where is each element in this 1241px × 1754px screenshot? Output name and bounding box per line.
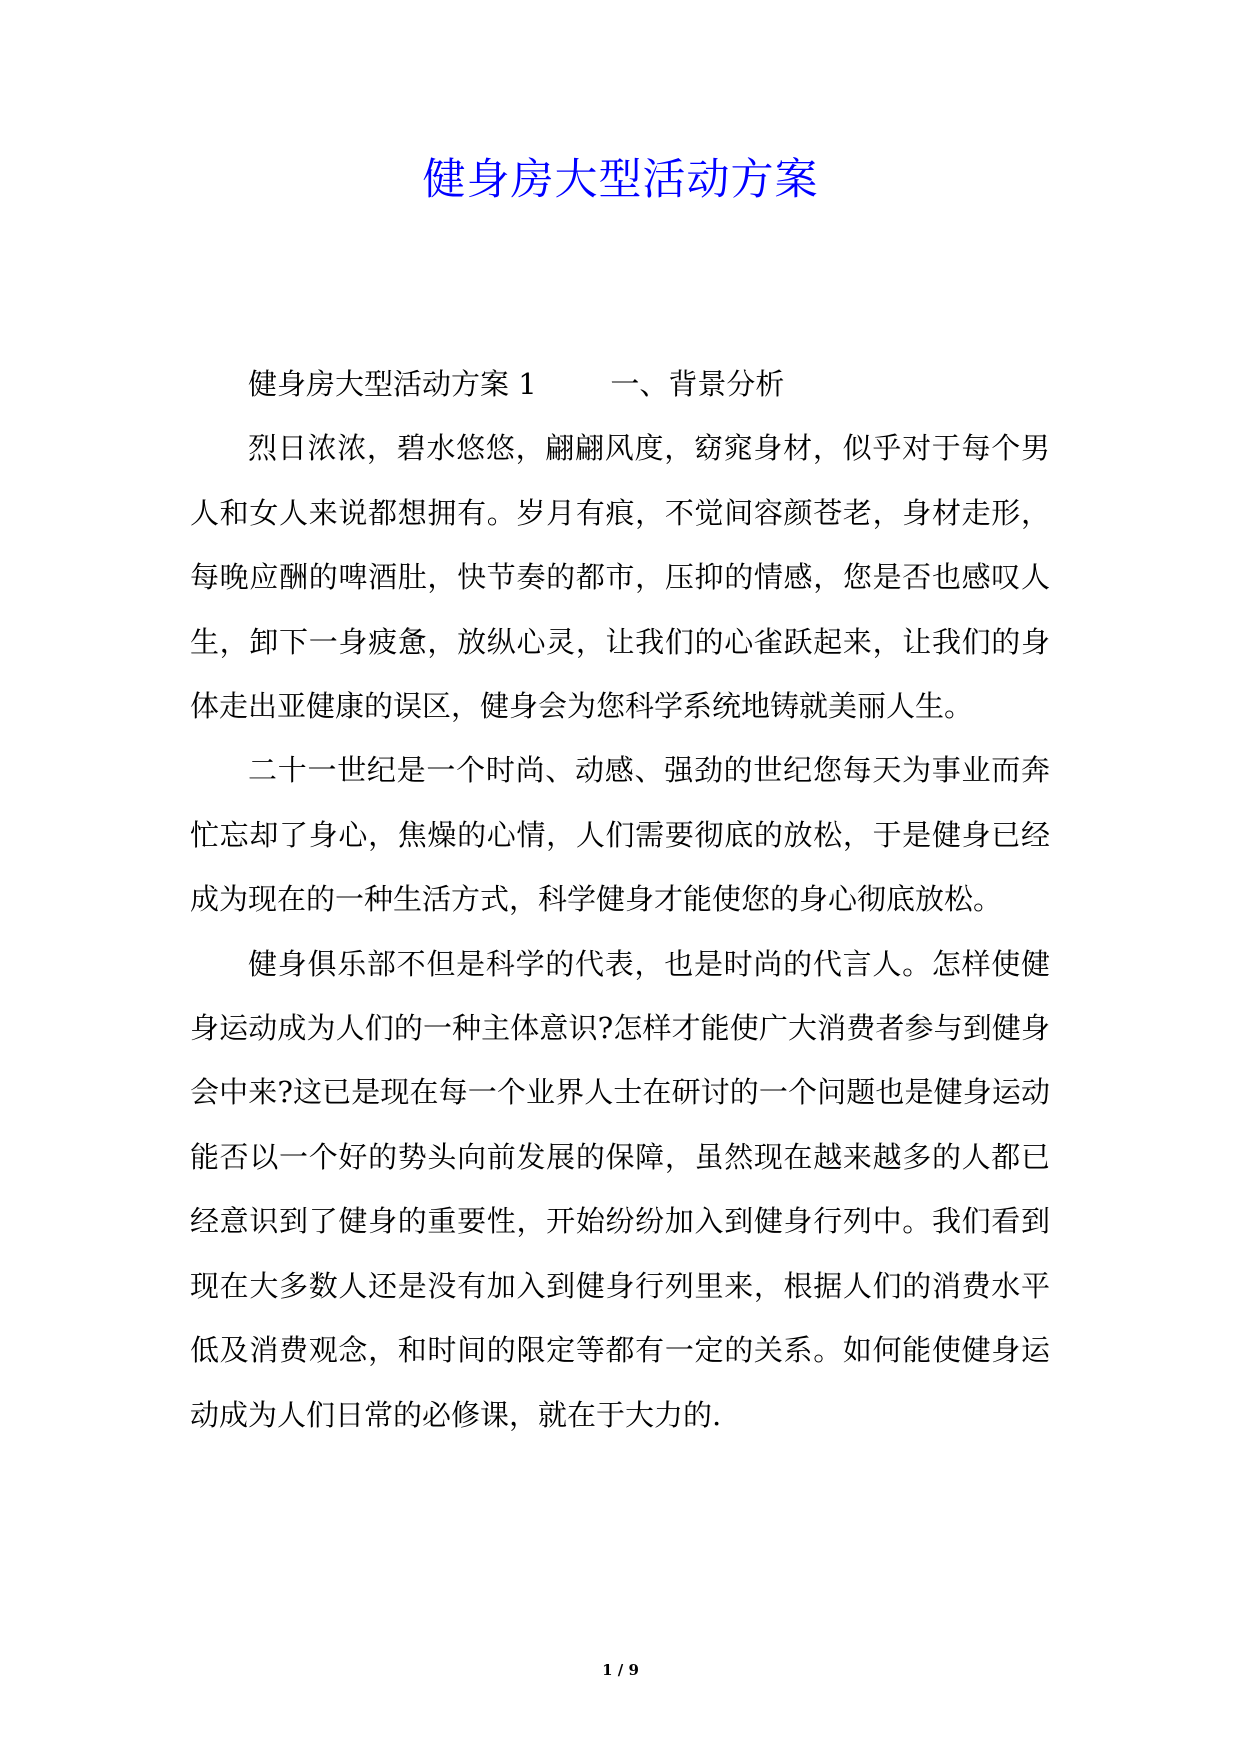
document-title: 健身房大型活动方案 xyxy=(422,155,819,205)
paragraph-2: 二十一世纪是一个时尚、动感、强劲的世纪您每天为事业而奔忙忘却了身心，焦燥的心情，人们需要彻底的放松，于是健身已经成为现在的一种生活方式，科学健身才能使您的身心彻底放松。 xyxy=(190,753,1050,917)
section-heading: 健身房大型活动方案 1 xyxy=(248,367,537,401)
section-heading-line xyxy=(190,352,1050,416)
paragraph-1: 烈日浓浓，碧水悠悠，翩翩风度，窈窕身材，似乎对于每个男人和女人来说都想拥有。岁月有痕，不觉间容颜苍老，身材走形，每晚应酬的啤酒肚，快节奏的都市，压抑的情感，您是否也感叹人生，卸下一身疲惫，放纵心灵，让我们的心雀跃起来，让我们的身体走出亚健康的误区，健身会为您科学系统地铸就美丽人生。 xyxy=(190,431,1050,724)
section-subheading: 一、背景分析 xyxy=(610,367,785,401)
page-number: 1 / 9 xyxy=(602,1661,639,1679)
paragraph-3: 健身俱乐部不但是科学的代表，也是时尚的代言人。怎样使健身运动成为人们的一种主体意识?怎样才能使广大消费者参与到健身会中来?这已是现在每一个业界人士在研讨的一个问题也是健身运动能否以一个好的势头向前发展的保障，虽然现在越来越多的人都已经意识到了健身的重要性，开始纷纷加入到健身行列中。我们看到现在大多数人还是没有加入到健身行列里来，根据人们的消费水平低及消费观念，和时间的限定等都有一定的关系。如何能使健身运动成为人们日常的必修课，就在于大力的. xyxy=(190,946,1050,1432)
document-body xyxy=(190,352,1050,1447)
